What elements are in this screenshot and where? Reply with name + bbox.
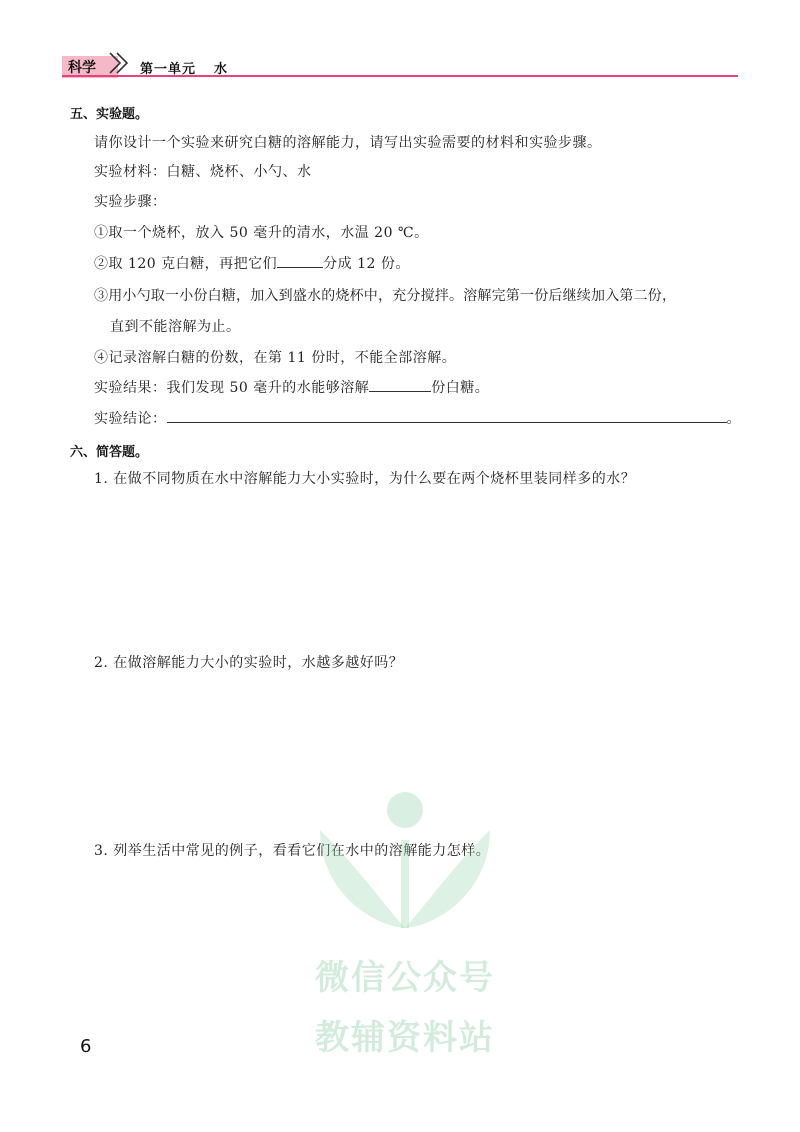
step-2-before: ②取 120 克白糖，再把它们 — [94, 256, 278, 272]
header-subject: 科学 — [68, 60, 96, 76]
result-line — [94, 379, 489, 397]
section-5-prompt: 请你设计一个实验来研究白糖的溶解能力，请写出实验需要的材料和实验步骤。 — [94, 135, 602, 151]
question-1: 1. 在做不同物质在水中溶解能力大小实验时，为什么要在两个烧杯里装同样多的水？ — [94, 471, 636, 487]
chevron-right-icon — [106, 50, 134, 76]
result-after: 份白糖。 — [431, 380, 490, 396]
header-divider — [62, 75, 738, 77]
step-2-after: 分成 12 份。 — [323, 256, 410, 272]
step-1: ①取一个烧杯，放入 50 毫升的清水，水温 20 ℃。 — [94, 225, 429, 241]
step-4: ④记录溶解白糖的份数，在第 11 份时，不能全部溶解。 — [94, 350, 457, 366]
conclusion-end: 。 — [726, 411, 741, 427]
question-3: 3. 列举生活中常见的例子，看看它们在水中的溶解能力怎样。 — [94, 843, 491, 859]
steps-label: 实验步骤： — [94, 194, 167, 210]
section-5-title: 五、实验题。 — [70, 107, 149, 122]
section-6-title: 六、简答题。 — [70, 445, 149, 460]
step-2-blank[interactable] — [277, 255, 323, 268]
conclusion-label: 实验结论： — [94, 411, 167, 427]
header-unit-title: 水 — [214, 62, 229, 77]
watermark-line-2: 教辅资料站 — [315, 1018, 495, 1058]
page-number: 6 — [80, 1036, 92, 1057]
watermark-line-1: 微信公众号 — [315, 958, 495, 998]
header-unit-label: 第一单元 — [140, 62, 197, 77]
conclusion-line — [94, 410, 741, 428]
conclusion-blank[interactable] — [167, 410, 727, 423]
watermark-leaf-icon — [300, 780, 510, 930]
watermark — [300, 780, 510, 1060]
question-2: 2. 在做溶解能力大小的实验时，水越多越好吗？ — [94, 655, 404, 671]
result-blank[interactable] — [369, 379, 431, 392]
step-2 — [94, 255, 410, 273]
step-3-line-2: 直到不能溶解为止。 — [110, 319, 241, 335]
result-before: 实验结果：我们发现 50 毫升的水能够溶解 — [94, 380, 370, 396]
materials-line: 实验材料：白糖、烧杯、小勺、水 — [94, 164, 312, 180]
step-3-line-1: ③用小勺取一小份白糖，加入到盛水的烧杯中，充分搅拌。溶解完第一份后继续加入第二份， — [94, 288, 677, 304]
